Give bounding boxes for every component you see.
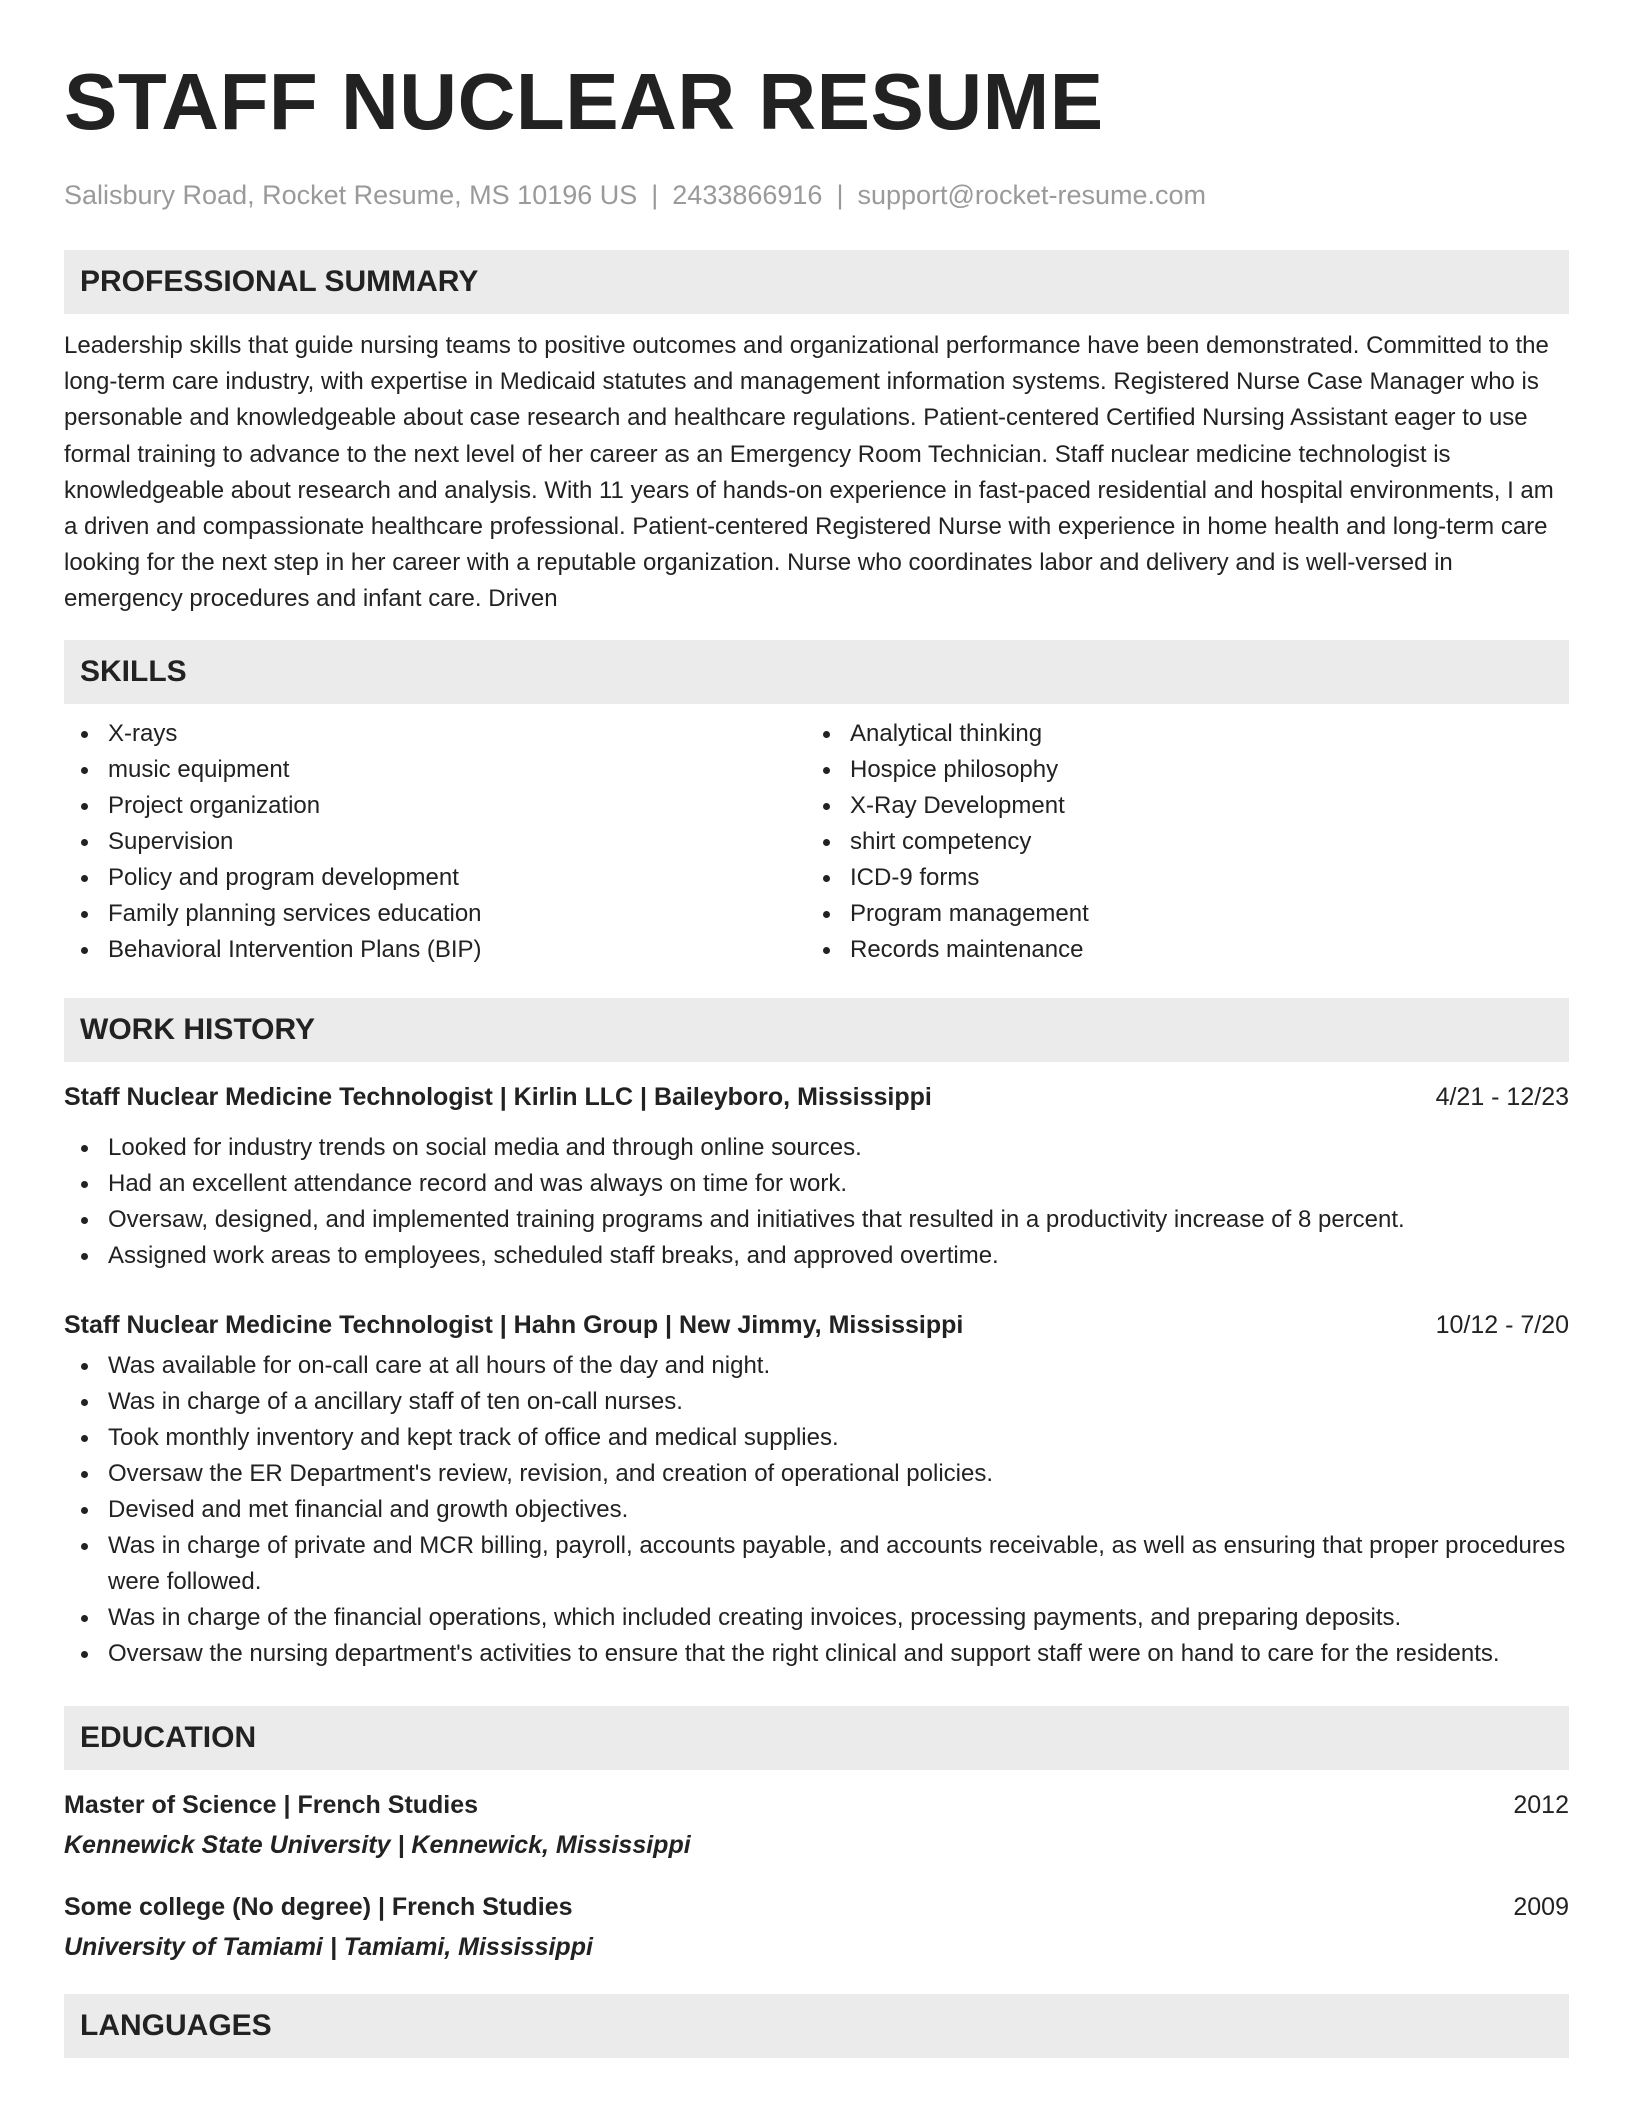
contact-separator: | <box>651 180 659 210</box>
job-title: Staff Nuclear Medicine Technologist | Kirlin LLC | Baileyboro, Mississippi <box>64 1082 932 1111</box>
job-header <box>64 1080 1569 1114</box>
job-bullet: Took monthly inventory and kept track of office and medical supplies. <box>64 1420 1569 1456</box>
job-dates: 4/21 - 12/23 <box>1435 1082 1569 1111</box>
job-bullet: Oversaw the ER Department's review, revision, and creation of operational policies. <box>64 1456 1569 1492</box>
skill-item: music equipment <box>64 752 806 788</box>
education-header <box>64 1788 1569 1822</box>
section-header-summary: PROFESSIONAL SUMMARY <box>64 250 1569 314</box>
education-degree: Master of Science | French Studies <box>64 1790 479 1819</box>
job-bullets <box>64 1348 1569 1672</box>
job-bullet: Was available for on-call care at all hours of the day and night. <box>64 1348 1569 1384</box>
skill-item: Project organization <box>64 788 806 824</box>
job-header <box>64 1308 1569 1342</box>
education-school: University of Tamiami | Tamiami, Mississippi <box>64 1932 593 1961</box>
skill-item: shirt competency <box>806 824 1548 860</box>
resume-name: STAFF NUCLEAR RESUME <box>64 57 1104 146</box>
job-bullet: Looked for industry trends on social media and through online sources. <box>64 1130 1569 1166</box>
job-bullet: Devised and met financial and growth objectives. <box>64 1492 1569 1528</box>
job-title: Staff Nuclear Medicine Technologist | Hahn Group | New Jimmy, Mississippi <box>64 1310 964 1339</box>
job-bullet: Was in charge of the financial operations, which included creating invoices, processing payments, and preparing deposits. <box>64 1600 1569 1636</box>
section-header-languages: LANGUAGES <box>64 1994 1569 2058</box>
skill-item: X-Ray Development <box>806 788 1548 824</box>
job-bullet: Was in charge of private and MCR billing, payroll, accounts payable, and accounts receivable, as well as ensuring that proper procedures were followed. <box>64 1528 1569 1600</box>
skill-item: Supervision <box>64 824 806 860</box>
education-degree: Some college (No degree) | French Studies <box>64 1892 573 1921</box>
skill-item: Program management <box>806 896 1548 932</box>
skill-item: Policy and program development <box>64 860 806 896</box>
job-bullet: Had an excellent attendance record and was always on time for work. <box>64 1166 1569 1202</box>
contact-line <box>64 178 1569 212</box>
contact-separator: | <box>836 180 844 210</box>
job-bullet: Assigned work areas to employees, scheduled staff breaks, and approved overtime. <box>64 1238 1569 1274</box>
skill-item: Behavioral Intervention Plans (BIP) <box>64 932 806 968</box>
job-entry <box>64 1080 1569 1274</box>
section-header-skills: SKILLS <box>64 640 1569 704</box>
section-header-work-history: WORK HISTORY <box>64 998 1569 1062</box>
skills-column-left <box>64 716 806 968</box>
education-school: Kennewick State University | Kennewick, Mississippi <box>64 1830 691 1859</box>
skill-item: Family planning services education <box>64 896 806 932</box>
section-header-education: EDUCATION <box>64 1706 1569 1770</box>
job-dates: 10/12 - 7/20 <box>1435 1310 1569 1339</box>
skill-item: ICD-9 forms <box>806 860 1548 896</box>
education-entry <box>64 1788 1569 1862</box>
skills-list <box>64 716 1569 968</box>
job-bullets <box>64 1130 1569 1274</box>
skill-item: Records maintenance <box>806 932 1548 968</box>
skill-item: X-rays <box>64 716 806 752</box>
summary-text: Leadership skills that guide nursing teams to positive outcomes and organizational performance have been demonstrated. Committed to the long-term care industry, with expertise in Medicaid statutes and management information systems. Registered Nurse Case Manager who is personable and knowledgeable about case research and healthcare regulations. Patient-centered Certified Nursing Assistant eager to use formal training to advance to the next level of her career as an Emergency Room Technician. Staff nuclear medicine technologist is knowledgeable about research and analysis. With 11 years of hands-on experience in fast-paced residential and hospital environments, I am a driven and compassionate healthcare professional. Patient-centered Registered Nurse with experience in home health and long-term care looking for the next step in her career with a reputable organization. Nurse who coordinates labor and delivery and is well-versed in emergency procedures and infant care. Driven <box>64 332 1554 613</box>
contact-email[interactable]: support@rocket-resume.com <box>857 180 1206 210</box>
contact-phone: 2433866916 <box>672 180 823 210</box>
education-header <box>64 1890 1569 1924</box>
skills-column-right <box>806 716 1548 968</box>
job-entry <box>64 1308 1569 1672</box>
education-year: 2009 <box>1513 1892 1569 1921</box>
job-bullet: Oversaw, designed, and implemented training programs and initiatives that resulted in a productivity increase of 8 percent. <box>64 1202 1569 1238</box>
education-year: 2012 <box>1513 1790 1569 1819</box>
job-bullet: Was in charge of a ancillary staff of ten on-call nurses. <box>64 1384 1569 1420</box>
skill-item: Hospice philosophy <box>806 752 1548 788</box>
contact-address: Salisbury Road, Rocket Resume, MS 10196 US <box>64 180 638 210</box>
education-entry <box>64 1890 1569 1964</box>
skill-item: Analytical thinking <box>806 716 1548 752</box>
job-bullet: Oversaw the nursing department's activities to ensure that the right clinical and support staff were on hand to care for the residents. <box>64 1636 1569 1672</box>
